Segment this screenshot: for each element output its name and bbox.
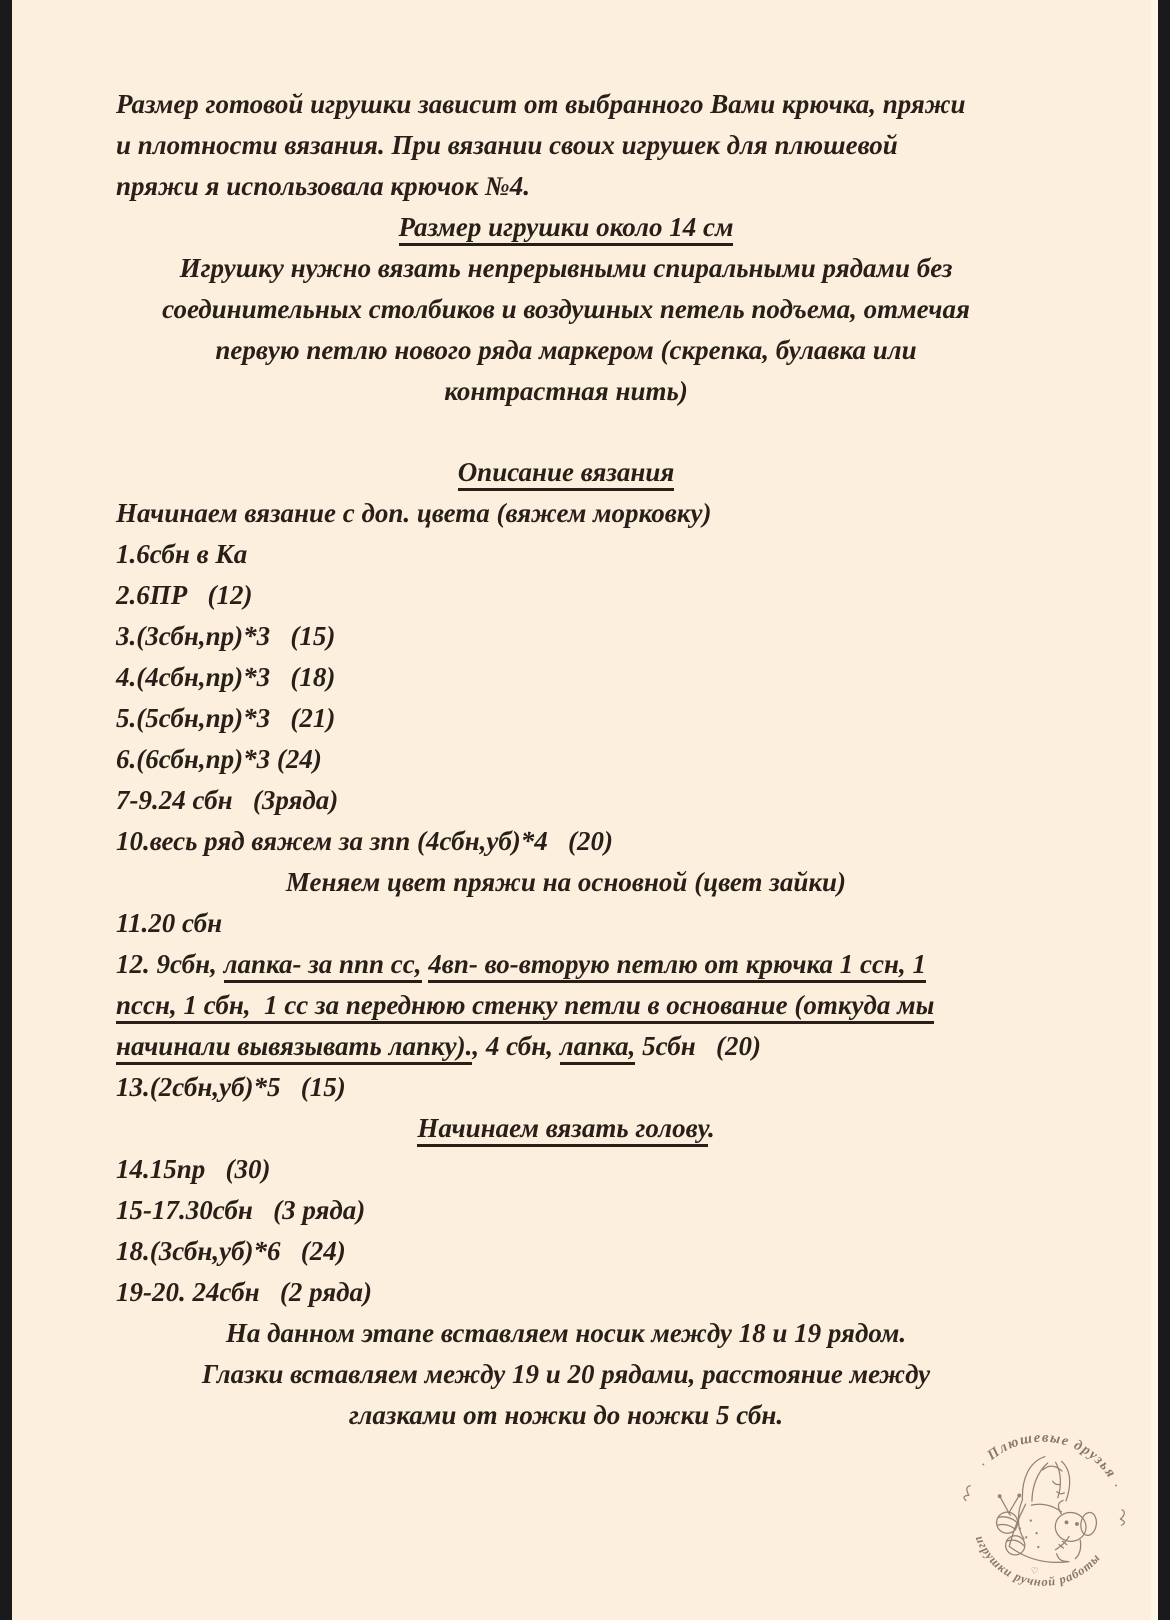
logo-top-text: Плюшевые друзья <box>984 1429 1120 1482</box>
plain-text: Меняем цвет пряжи на основной (цвет зайки) <box>285 867 847 897</box>
logo-heart-icon: ♡ <box>1029 1565 1040 1577</box>
text-line <box>116 166 1016 207</box>
underlined-text: Размер игрушки около 14 см <box>399 212 734 246</box>
plain-text: 19-20. 24сбн (2 ряда) <box>116 1277 373 1307</box>
text-line <box>116 1272 1016 1313</box>
plain-text: 18.(3сбн,уб)*6 (24) <box>116 1236 346 1266</box>
text-line <box>116 698 1016 739</box>
document-page <box>12 0 1158 1620</box>
text-line <box>116 248 1016 289</box>
underlined-text: лапка- за ппп сс, <box>224 949 422 983</box>
page-edge <box>1151 0 1158 1620</box>
text-line <box>116 616 1016 657</box>
plain-text: 14.15пр (30) <box>116 1154 271 1184</box>
plain-text: 10.весь ряд вяжем за зпп (4сбн,уб)*4 (20) <box>116 826 614 856</box>
text-line <box>116 1149 1016 1190</box>
text-line <box>116 1231 1016 1272</box>
plain-text: Игрушку нужно вязать непрерывными спиральными рядами без <box>179 253 953 283</box>
text-line <box>116 534 1016 575</box>
text-line <box>116 944 1016 985</box>
plain-text: соединительных столбиков и воздушных петель подъема, отмечая <box>162 294 970 324</box>
underlined-text: Начинаем вязать голову <box>417 1113 708 1147</box>
text-line <box>116 575 1016 616</box>
text-line <box>116 493 1016 534</box>
plain-text: 4.(4сбн,пр)*3 (18) <box>116 662 336 692</box>
text-line <box>116 1067 1016 1108</box>
text-line <box>116 371 1016 412</box>
plain-text: Глазки вставляем между 19 и 20 рядами, расстояние между <box>201 1359 931 1389</box>
plain-text: 5.(5сбн,пр)*3 (21) <box>116 703 336 733</box>
plain-text: 5сбн (20) <box>635 1031 761 1061</box>
text-line <box>116 862 1016 903</box>
pattern-text <box>116 84 1016 1436</box>
plain-text: и плотности вязания. При вязании своих игрушек для плюшевой <box>116 130 898 160</box>
text-line <box>116 207 1016 248</box>
text-line <box>116 821 1016 862</box>
plain-text: , 4 сбн, <box>472 1031 560 1061</box>
text-line <box>116 330 1016 371</box>
text-line <box>116 739 1016 780</box>
plain-text: 1.6сбн в Ка <box>116 539 248 569</box>
plain-text: 7-9.24 сбн (3ряда) <box>116 785 339 815</box>
text-line <box>116 289 1016 330</box>
plain-text: Начинаем вязание с доп. цвета (вяжем морковку) <box>116 498 712 528</box>
underlined-text: Описание вязания <box>458 457 675 491</box>
plain-text: 3.(3сбн,пр)*3 (15) <box>116 621 336 651</box>
plain-text: 15-17.30сбн (3 ряда) <box>116 1195 366 1225</box>
paragraph-gap <box>116 412 1016 452</box>
plain-text: 6.(6сбн,пр)*3 (24) <box>116 744 322 774</box>
plain-text: Размер готовой игрушки зависит от выбранного Вами крючка, пряжи <box>116 89 966 119</box>
logo-illustration <box>948 1415 1140 1607</box>
text-line <box>116 84 1016 125</box>
plain-text: пряжи я использовала крючок №4. <box>116 171 531 201</box>
plain-text: . <box>707 1113 715 1143</box>
logo-bottom-text: игрушки ручной работы <box>972 1533 1104 1589</box>
plain-text: 11.20 сбн <box>116 908 223 938</box>
text-line <box>116 1395 1016 1436</box>
plain-text: 13.(2сбн,уб)*5 (15) <box>116 1072 346 1102</box>
plain-text: На данном этапе вставляем носик между 18 и 19 рядом. <box>225 1318 907 1348</box>
text-line <box>116 985 1016 1026</box>
underlined-text: 4вп- во-вторую петлю от крючка 1 ссн, 1 <box>428 949 926 983</box>
plain-text: 12. 9сбн, <box>116 949 224 979</box>
text-line <box>116 1313 1016 1354</box>
text-line <box>116 125 1016 166</box>
plain-text: глазками от ножки до ножки 5 сбн. <box>348 1400 784 1430</box>
logo-stamp <box>948 1415 1140 1607</box>
text-line <box>116 780 1016 821</box>
plain-text: 2.6ПР (12) <box>116 580 253 610</box>
plain-text: контрастная нить) <box>444 376 688 406</box>
text-line <box>116 657 1016 698</box>
underlined-text: лапка, <box>560 1031 636 1065</box>
text-line <box>116 1026 1016 1067</box>
text-line <box>116 452 1016 493</box>
text-line <box>116 1190 1016 1231</box>
text-line <box>116 1108 1016 1149</box>
text-line <box>116 903 1016 944</box>
underlined-text: начинали вывязывать лапку). <box>116 1031 472 1065</box>
underlined-text: пссн, 1 сбн, 1 сс за переднюю стенку петли в основание (откуда мы <box>116 990 934 1024</box>
text-line <box>116 1354 1016 1395</box>
plain-text: первую петлю нового ряда маркером (скрепка, булавка или <box>215 335 917 365</box>
